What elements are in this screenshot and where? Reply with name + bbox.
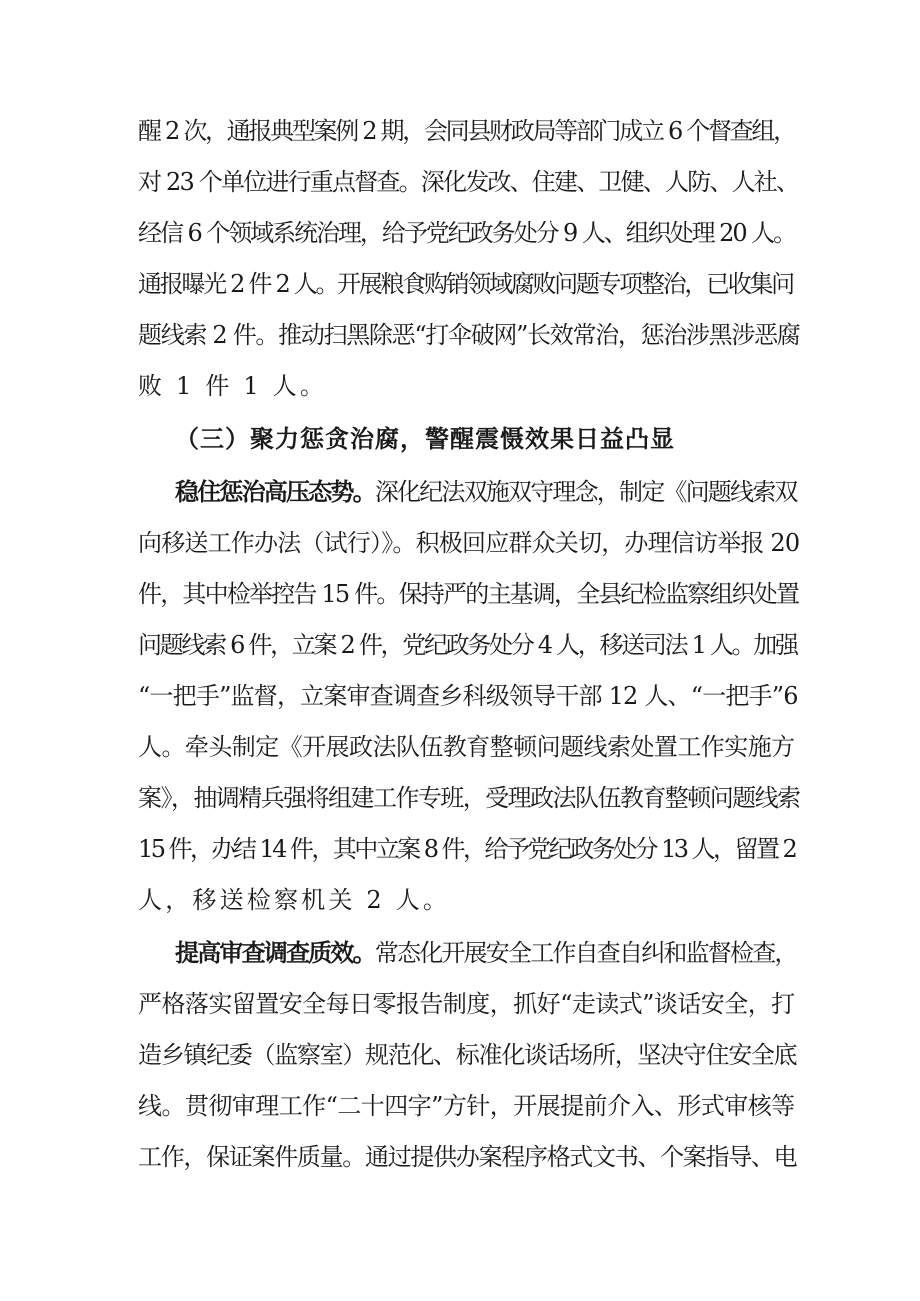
paragraph-2-line-6: 人。牵头制定《开展政法队伍教育整顿问题线索处置工作实施方 bbox=[138, 733, 795, 761]
paragraph-3-lead: 提高审查调查质效。 bbox=[175, 939, 375, 967]
paragraph-2-line-7: 案》，抽调精兵强将组建工作专班，受理政法队伍教育整顿问题线索 bbox=[138, 784, 800, 812]
paragraph-3-line-4: 线。贯彻审理工作“二十四字”方针，开展提前介入、形式审核等 bbox=[138, 1092, 795, 1120]
paragraph-2-line-2: 向移送工作办法（试行）》。积极回应群众关切，办理信访举报 20 bbox=[138, 529, 800, 557]
paragraph-2-line-1-rest: 深化纪法双施双守理念，制定《问题线索双 bbox=[374, 478, 797, 506]
paragraph-1-line-2: 对 23 个单位进行重点督查。深化发改、住建、卫健、人防、人社、 bbox=[138, 168, 799, 196]
paragraph-1-line-6: 败 1 件 1 人。 bbox=[138, 372, 328, 400]
paragraph-3-line-3: 造乡镇纪委（监察室）规范化、标准化谈话场所，坚决守住安全底 bbox=[138, 1041, 797, 1069]
paragraph-3-line-1-rest: 常态化开展安全工作自查自纠和监督检查， bbox=[374, 939, 797, 967]
paragraph-2-line-8: 15 件，办结 14 件，其中立案 8 件，给予党纪政务处分 13 人，留置 2 bbox=[138, 835, 796, 863]
paragraph-2-lead: 稳住惩治高压态势。 bbox=[175, 478, 375, 506]
paragraph-1-line-1: 醒 2 次，通报典型案例 2 期，会同县财政局等部门成立 6 个督查组， bbox=[138, 117, 795, 145]
paragraph-2-line-3: 件，其中检举控告 15 件。保持严的主基调，全县纪检监察组织处置 bbox=[138, 580, 799, 608]
paragraph-1-line-3: 经信 6 个领域系统治理，给予党纪政务处分 9 人、组织处理 20 人。 bbox=[138, 219, 796, 247]
paragraph-1-line-4: 通报曝光 2 件 2 人。开展粮食购销领域腐败问题专项整治，已收集问 bbox=[138, 270, 793, 298]
paragraph-3-line-2: 严格落实留置安全每日零报告制度，抓好“走读式”谈话安全，打 bbox=[138, 990, 795, 1018]
paragraph-3-line-5: 工作，保证案件质量。通过提供办案程序格式文书、个案指导、电 bbox=[138, 1143, 797, 1171]
paragraph-2-line-1 bbox=[175, 477, 797, 507]
paragraph-2-line-4: 问题线索 6 件，立案 2 件，党纪政务处分 4 人，移送司法 1 人。加强 bbox=[138, 631, 797, 659]
paragraph-3-line-1 bbox=[175, 938, 797, 968]
paragraph-2-line-9: 人，移送检察机关 2 人。 bbox=[138, 886, 451, 914]
section-heading: （三）聚力惩贪治腐，警醒震慑效果日益凸显 bbox=[175, 425, 675, 453]
paragraph-2-line-5: “一把手”监督，立案审查调查乡科级领导干部 12 人、“一把手”6 bbox=[138, 682, 798, 710]
paragraph-1-line-5: 题线索 2 件。推动扫黑除恶“打伞破网”长效常治，惩治涉黑涉恶腐 bbox=[138, 321, 800, 349]
